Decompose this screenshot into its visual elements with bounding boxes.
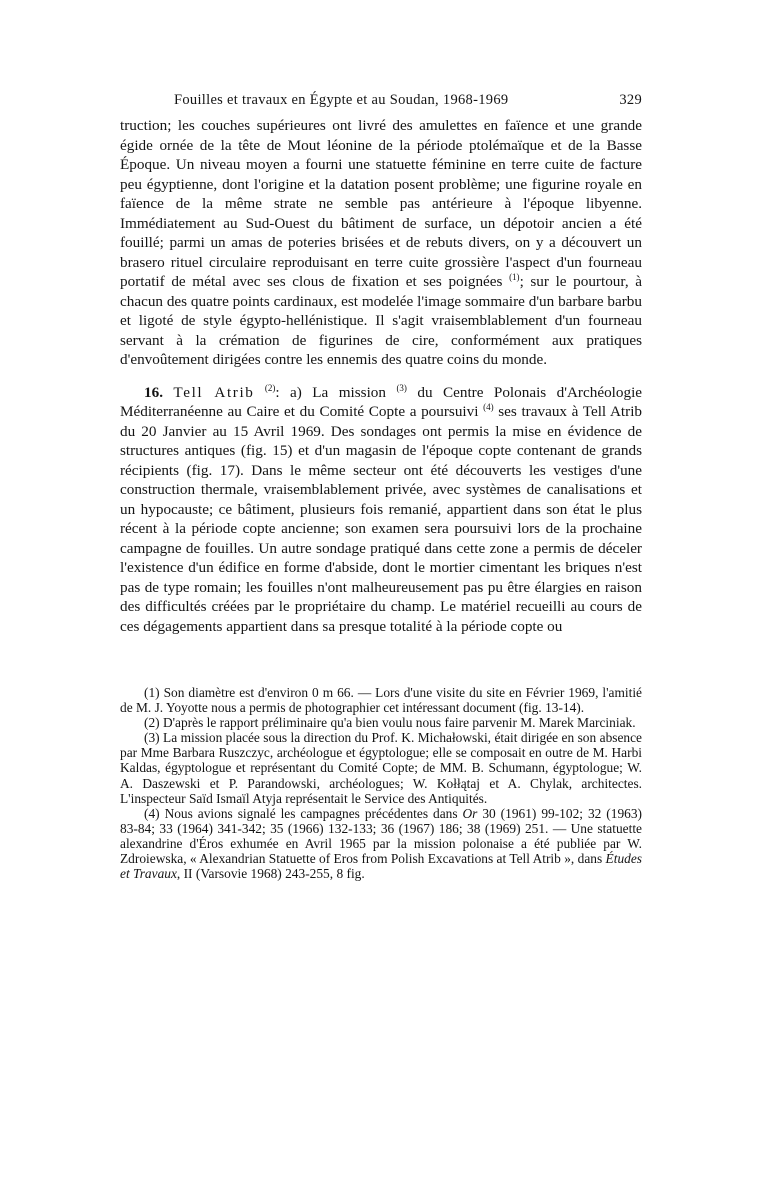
footnote-ref: (4) (483, 401, 494, 412)
paragraph-text: du Centre Polonais d'Archéologie Méditerranéenne au Caire et du Comité Copte a poursuivi (120, 383, 643, 420)
footnote-2: (2) D'après le rapport préliminaire qu'a bien voulu nous faire parvenir M. Marek Marciniak. (144, 715, 636, 731)
footnote-1: (1) Son diamètre est d'environ 0 m 66. — Lors d'une visite du site en Février 1969, l'amitié de M. J. Yoyotte nous a permis de photographier cet intéressant document (fig. 13-14). (120, 685, 642, 716)
footnotes (120, 685, 642, 881)
footnote-ref: (1) (509, 271, 520, 282)
paragraph-text: ses travaux à Tell Atrib du 20 Janvier au 15 Avril 1969. Des sondages ont permis la mise en évidence de structures antiques (fig. 15) et d'un magasin de l'époque copte contenant de grands récipients (fig. 17). Dans le même secteur ont été découverts les vestiges d'une construction thermale, vraisemblablement privée, avec systèmes de canalisations et un hypocauste; ce bâtiment, plusieurs fois remanié, appartient dans son état le plus récent à la période copte ancienne; son examen sera poursuivi lors de la prochaine campagne de fouilles. Un autre sondage pratiqué dans cette zone a permis de déceler l'existence d'un édifice en forme d'abside, dont le mortier cimentant les briques n'est pas de type romain; les fouilles n'ont malheureusement pas pu être élargies en raison des difficultés créées par le propriétaire du champ. Le matériel recueilli au cours de ces dégagements appartient dans sa presque totalité à la période copte ou (120, 403, 643, 635)
paragraph-section-16 (120, 383, 642, 637)
footnote-text: 30 (1961) 99-102; 32 (1963) 83-84; 33 (1964) 341-342; 35 (1966) 132-133; 36 (1967) 186; 38 (1969) 251. — Une statuette alexandrine d'Éros exhumée en Avril 1965 par la mission polonaise a été publiée par W. Zdroiewska, « Alexandrian Statuette of Eros from Polish Excavations at Tell Atrib », dans (120, 805, 642, 867)
journal-title: Études et Travaux (120, 851, 642, 882)
footnote-ref: (2) (264, 382, 276, 393)
footnote-text: (4) Nous avions signalé les campagnes précédentes dans (144, 805, 463, 821)
paragraph-text: truction; les couches supérieures ont livré des amulettes en faïence et une grande égide ornée de la tête de Mout léonine de la période ptolémaïque et de la Basse Époque. Un niveau moyen a fourni une statuette féminine en terre cuite de facture peu égyptienne, dont l'origine et la datation posent problème; une figurine royale en faïence de la même strate ne semble pas antérieure à l'époque libyenne. Immédiatement au Sud-Ouest du bâtiment de surface, un dépotoir ancien a été fouillé; parmi un amas de poteries brisées et de rebuts divers, on y a découvert un brasero rituel circulaire reproduisant en terre cuite grossière l'aspect d'un fourneau portatif de métal avec ses clous de fixation et ses poignées (120, 117, 642, 290)
running-header (120, 92, 642, 116)
site-name: Tell Atrib (173, 383, 255, 401)
section-number: 16. (144, 383, 163, 401)
footnote-ref: (3) (396, 382, 407, 393)
journal-abbrev: Or (462, 805, 478, 821)
paragraph-text: : a) La mission (275, 383, 386, 401)
paragraph-text: ; sur le pourtour, à chacun des quatre points cardinaux, est modelée l'image sommaire d'un barbare barbu et ligoté de style égypto-hellénistique. Il s'agit vraisemblablement d'un fourneau servant à la crémation de figurines de cire, conformément aux pratiques d'envoûtement dirigées contre les ennemis des quatre coins du monde. (120, 273, 642, 368)
page (120, 92, 642, 881)
footnote-text: , II (Varsovie 1968) 243-255, 8 fig. (176, 866, 365, 882)
footnote-3: (3) La mission placée sous la direction du Prof. K. Michałowski, était dirigée en son absence par Mme Barbara Ruszczyc, archéologue et égyptologue; elle se composait en outre de M. Harbi Kaldas, égyptologue et représentant du Comité Copte; de MM. B. Schumann, égyptologue; W. A. Daszewski et P. Parandowski, archéologues; W. Kołłątaj et A. Chylak, architectes. L'inspecteur Saïd Ismaïl Atyja représentait le Service des Antiquités. (120, 730, 642, 806)
paragraph-continuation (120, 116, 642, 370)
page-number: 329 (619, 92, 642, 108)
main-text (120, 116, 642, 636)
footnote-4 (120, 806, 642, 881)
running-title: Fouilles et travaux en Égypte et au Soudan, 1968-1969 (174, 92, 509, 108)
